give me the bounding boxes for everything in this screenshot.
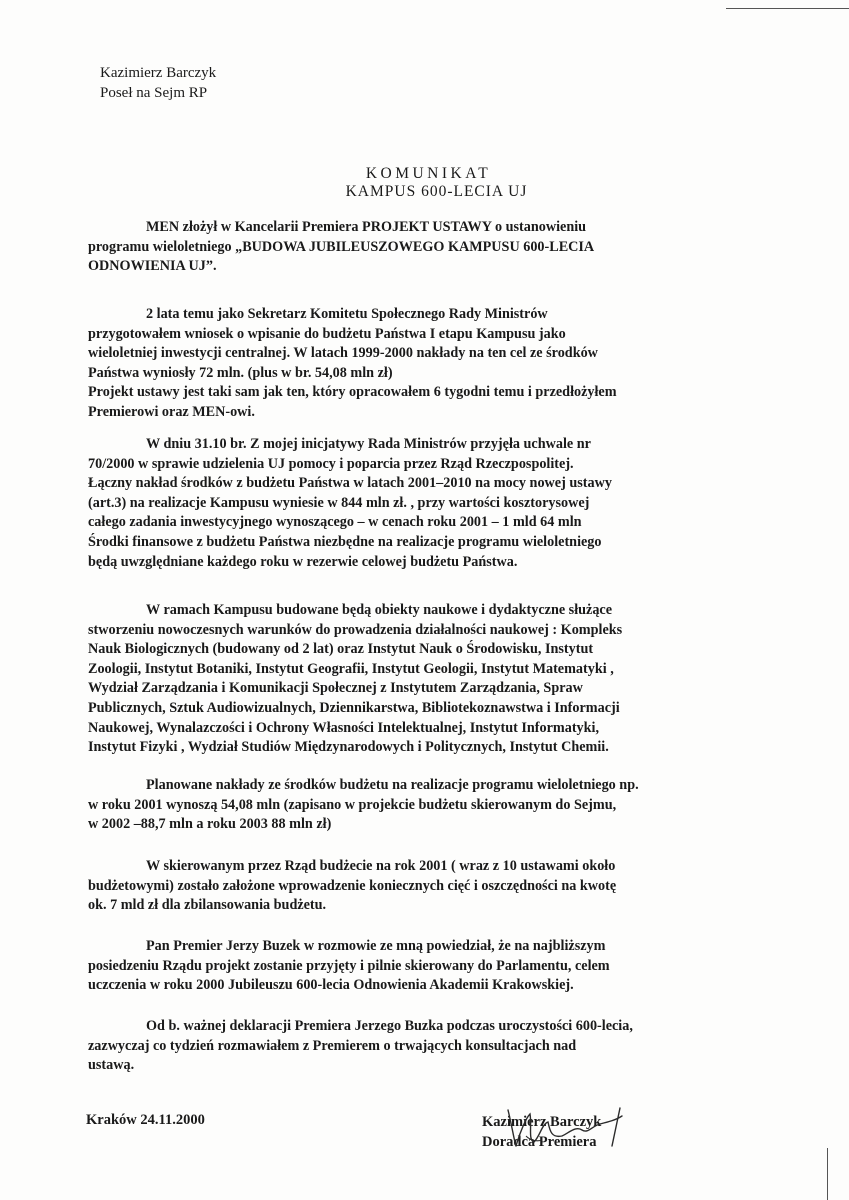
paragraph <box>88 937 740 996</box>
text-line: Naukowej, Wynalazczości i Ochrony Własności Intelektualnej, Instytut Informatyki, <box>88 719 600 736</box>
scan-edge-line <box>827 1148 828 1200</box>
signatory-title: Doradca Premiera <box>482 1134 597 1150</box>
text-line: będą uwzględniane każdego roku w rezerwie celowej budżetu Państwa. <box>88 553 518 570</box>
text-line: Państwa wyniosły 72 mln. (plus w br. 54,08 mln zł) <box>88 364 393 381</box>
text-line: ok. 7 mld zł dla zbilansowania budżetu. <box>88 897 327 914</box>
text-line: w 2002 –88,7 mln a roku 2003 88 mln zł) <box>88 816 332 833</box>
document-subtitle: KAMPUS 600-LECIA UJ <box>345 183 528 200</box>
text-line: W skierowanym przez Rząd budżecie na rok 2001 ( wraz z 10 ustawami około <box>146 858 616 874</box>
text-line: ODNOWIENIA UJ”. <box>88 258 217 275</box>
text-line: uczczenia w roku 2000 Jubileuszu 600-lecia Odnowienia Akademii Krakowskiej. <box>88 977 574 994</box>
paragraph <box>88 435 740 572</box>
text-line: Publicznych, Sztuk Audiowizualnych, Dziennikarstwa, Bibliotekoznawstwa i Informacji <box>88 699 620 716</box>
text-line: Projekt ustawy jest taki sam jak ten, który opracowałem 6 tygodni temu i przedłożyłem <box>88 384 617 401</box>
text-line: programu wieloletniego „BUDOWA JUBILEUSZOWEGO KAMPUSU 600-LECIA <box>88 238 595 255</box>
text-line: W ramach Kampusu budowane będą obiekty naukowe i dydaktyczne służące <box>146 602 613 618</box>
text-line: W dniu 31.10 br. Z mojej inicjatywy Rada Ministrów przyjęła uchwale nr <box>146 436 591 452</box>
sender-name: Kazimierz Barczyk <box>100 65 217 81</box>
paragraph <box>88 776 740 835</box>
text-line: budżetowymi) zostało założone wprowadzenie koniecznych cięć i oszczędności na kwotę <box>88 877 617 894</box>
text-line: Nauk Biologicznych (budowany od 2 lat) oraz Instytut Nauk o Środowisku, Instytut <box>88 641 594 658</box>
text-line: Wydział Zarządzania i Komunikacji Społecznej z Instytutem Zarządzania, Spraw <box>88 680 583 697</box>
text-line: 70/2000 w sprawie udzielenia UJ pomocy i poparcia przez Rząd Rzeczpospolitej. <box>88 455 574 472</box>
text-line: stworzeniu nowoczesnych warunków do prowadzenia działalności naukowej : Kompleks <box>88 621 623 638</box>
paragraph <box>88 601 740 758</box>
text-line: Planowane nakłady ze środków budżetu na realizacje programu wieloletniego np. <box>146 777 639 793</box>
paragraph <box>88 218 740 277</box>
text-line: Instytut Fizyki , Wydział Studiów Międzynarodowych i Politycznych, Instytut Chemii. <box>88 739 609 756</box>
text-line: Zoologii, Instytut Botaniki, Instytut Geografii, Instytut Geologii, Instytut Matematyki , <box>88 660 614 677</box>
text-line: ustawą. <box>88 1057 135 1074</box>
text-line: Od b. ważnej deklaracji Premiera Jerzego Buzka podczas uroczystości 600-lecia, <box>146 1018 633 1034</box>
text-line: Łączny nakład środków z budżetu Państwa w latach 2001–2010 na mocy nowej ustawy <box>88 475 612 492</box>
sender-block <box>100 63 216 103</box>
text-line: posiedzeniu Rządu projekt zostanie przyjęty i pilnie skierowany do Parlamentu, celem <box>88 957 610 974</box>
signature-block <box>482 1112 601 1152</box>
text-line: 2 lata temu jako Sekretarz Komitetu Społecznego Rady Ministrów <box>146 306 548 322</box>
paragraph <box>88 305 740 423</box>
text-line: Pan Premier Jerzy Buzek w rozmowie ze mną powiedział, że na najbliższym <box>146 938 606 954</box>
text-line: (art.3) na realizacje Kampusu wyniesie w 844 mln zł. , przy wartości kosztorysowej <box>88 494 590 511</box>
paragraph <box>88 857 740 916</box>
text-line: wieloletniej inwestycji centralnej. W latach 1999-2000 nakłady na ten cel ze środków <box>88 345 598 362</box>
text-line: zazwyczaj co tydzień rozmawiałem z Premierem o trwających konsultacjach nad <box>88 1037 577 1054</box>
text-line: w roku 2001 wynoszą 54,08 mln (zapisano w projekcie budżetu skierowanym do Sejmu, <box>88 796 617 813</box>
text-line: przygotowałem wniosek o wpisanie do budżetu Państwa I etapu Kampusu jako <box>88 325 566 342</box>
paragraph <box>88 1017 740 1076</box>
signatory-name: Kazimierz Barczyk <box>482 1114 602 1130</box>
place-and-date: Kraków 24.11.2000 <box>86 1112 205 1128</box>
text-line: Premierowi oraz MEN-owi. <box>88 403 255 420</box>
scan-edge-line <box>726 8 849 9</box>
text-line: MEN złożył w Kancelarii Premiera PROJEKT USTAWY o ustanowieniu <box>146 219 587 235</box>
sender-title: Poseł na Sejm RP <box>100 85 208 101</box>
text-line: całego zadania inwestycyjnego wynoszącego – w cenach roku 2001 – 1 mld 64 mln <box>88 514 582 531</box>
document-title: KOMUNIKAT <box>365 165 492 182</box>
text-line: Środki finansowe z budżetu Państwa niezbędne na realizacje programu wieloletniego <box>88 533 602 550</box>
